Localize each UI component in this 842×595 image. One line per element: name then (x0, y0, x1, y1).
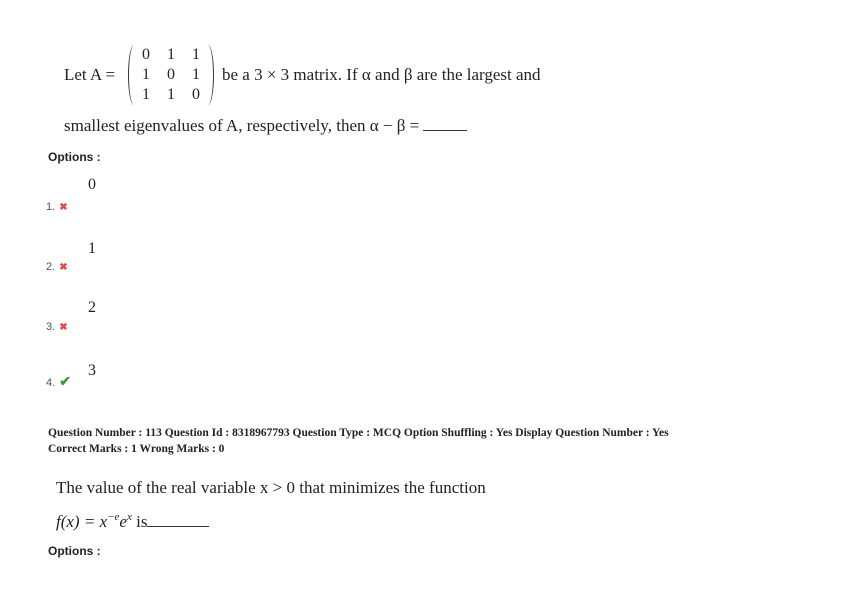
question-meta-line2: Correct Marks : 1 Wrong Marks : 0 (48, 443, 225, 455)
exponent-1: −e (107, 511, 120, 523)
option-4-value[interactable]: 3 (88, 362, 96, 379)
option-3-marker: 3. ✖ (46, 321, 68, 333)
matrix-cell: 1 (192, 46, 200, 63)
q2-function (56, 512, 209, 532)
q1-line2: smallest eigenvalues of A, respectively, then α − β = (64, 116, 467, 136)
function-mid: e (119, 512, 127, 531)
matrix-cell: 1 (192, 66, 200, 83)
option-2-value[interactable]: 1 (88, 240, 96, 257)
q1-suffix: be a 3 × 3 matrix. If α and β are the largest and (222, 65, 541, 84)
matrix-cell: 1 (142, 86, 150, 103)
option-1-marker: 1. ✖ (46, 201, 68, 213)
option-4-marker: 4. ✔ (46, 375, 71, 390)
answer-blank (423, 116, 467, 131)
matrix-cell: 0 (192, 86, 200, 103)
exponent-2: x (126, 511, 132, 523)
q1-prefix: Let A = (64, 65, 116, 84)
q2-text-line1: The value of the real variable x > 0 that minimizes the function (56, 478, 486, 497)
matrix-cell: 1 (142, 66, 150, 83)
option-1-value[interactable]: 0 (88, 176, 96, 193)
answer-blank (147, 512, 209, 527)
q1-options-label: Options : (48, 150, 101, 164)
function-tail: is (131, 512, 148, 531)
cross-icon: ✖ (59, 262, 68, 273)
option-3-value[interactable]: 2 (88, 299, 96, 316)
option-2-marker: 2. ✖ (46, 261, 68, 273)
matrix-cell: 1 (167, 46, 175, 63)
matrix-cell: 1 (167, 86, 175, 103)
function-lhs: f(x) = x (56, 512, 108, 531)
question-meta-line1: Question Number : 113 Question Id : 8318967793 Question Type : MCQ Option Shuffling : Yes Display Question Number : Yes (48, 427, 669, 439)
matrix-cell: 0 (167, 66, 175, 83)
checkmark-icon: ✔ (59, 375, 71, 390)
matrix-cell: 0 (142, 46, 150, 63)
cross-icon: ✖ (59, 322, 68, 333)
cross-icon: ✖ (59, 202, 68, 213)
matrix-a (128, 45, 214, 105)
q2-options-label: Options : (48, 544, 101, 558)
